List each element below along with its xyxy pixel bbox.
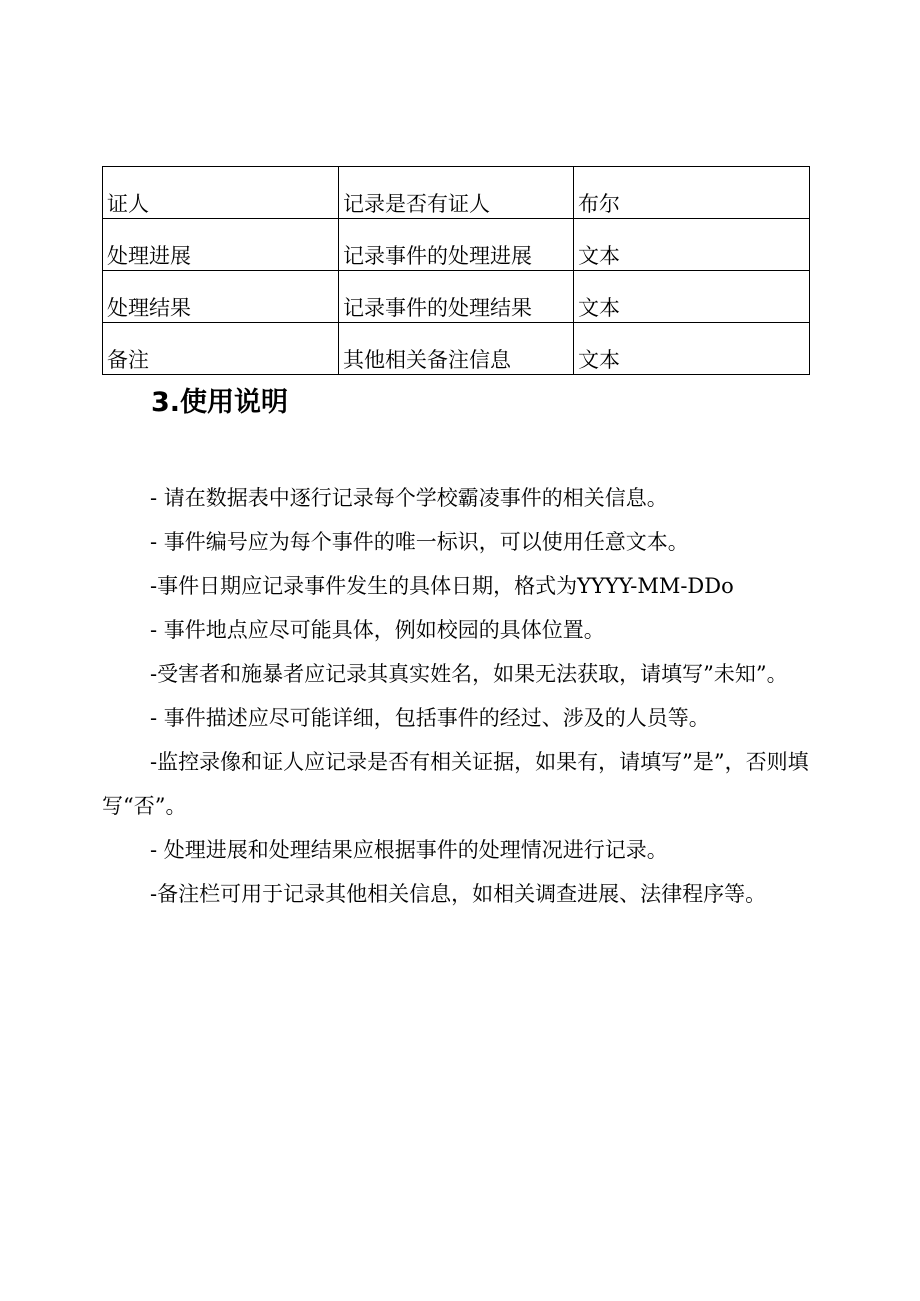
- usage-instructions-list: [102, 476, 812, 916]
- field-type-cell: 布尔: [574, 167, 810, 219]
- list-item: -监控录像和证人应记录是否有相关证据，如果有，请填写”是”，否则填写“否”。: [102, 750, 809, 818]
- field-type-cell: 文本: [574, 271, 810, 323]
- field-description-cell: 记录事件的处理进展: [339, 219, 574, 271]
- table-row: [103, 219, 810, 271]
- table-row: [103, 271, 810, 323]
- field-description-cell: 其他相关备注信息: [339, 323, 574, 375]
- field-type-cell: 文本: [574, 219, 810, 271]
- section-heading: 3.使用说明: [151, 387, 289, 418]
- field-description-cell: 记录是否有证人: [339, 167, 574, 219]
- field-name-cell: 证人: [103, 167, 339, 219]
- table-row: [103, 323, 810, 375]
- list-item: - 请在数据表中逐行记录每个学校霸凌事件的相关信息。: [150, 486, 668, 510]
- list-item: - 事件地点应尽可能具体，例如校园的具体位置。: [150, 618, 605, 642]
- field-definition-table: [102, 166, 810, 375]
- table-row: [103, 167, 810, 219]
- field-type-cell: 文本: [574, 323, 810, 375]
- list-item: - 事件编号应为每个事件的唯一标识，可以使用任意文本。: [150, 530, 689, 554]
- list-item: -事件日期应记录事件发生的具体日期，格式为YYYY-MM-DDo: [150, 574, 734, 598]
- list-item: -备注栏可用于记录其他相关信息，如相关调查进展、法律程序等。: [150, 882, 767, 906]
- list-item: -受害者和施暴者应记录其真实姓名，如果无法获取，请填写”未知”。: [150, 662, 788, 686]
- list-item: - 处理进展和处理结果应根据事件的处理情况进行记录。: [150, 838, 668, 862]
- field-name-cell: 处理结果: [103, 271, 339, 323]
- list-item: - 事件描述应尽可能详细，包括事件的经过、涉及的人员等。: [150, 706, 710, 730]
- field-name-cell: 处理进展: [103, 219, 339, 271]
- field-name-cell: 备注: [103, 323, 339, 375]
- field-description-cell: 记录事件的处理结果: [339, 271, 574, 323]
